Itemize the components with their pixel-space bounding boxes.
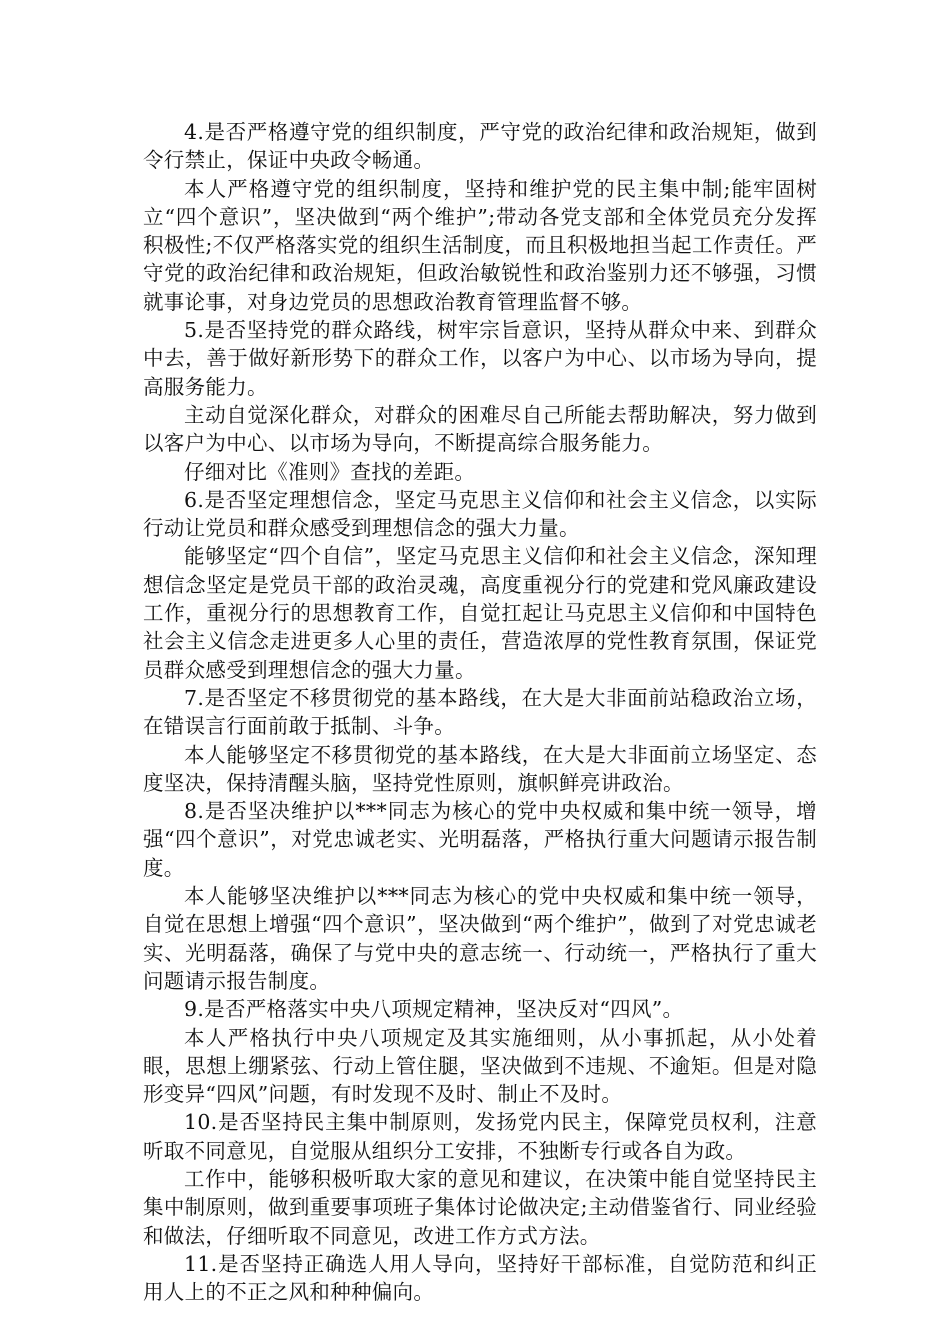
paragraph-answer-6: 能够坚定“四个自信”，坚定马克思主义信仰和社会主义信念，深知理想信念坚定是党员干部的政治灵魂，高度重视分行的党建和党风廉政建设工作，重视分行的思想教育工作，自觉扛起让马克思主义信仰和中国特色社会主义信念走进更多人心里的责任，营造浓厚的党性教育氛围，保证党员群众感受到理想信念的强大力量。 <box>143 544 817 682</box>
paragraph-answer-10: 工作中，能够积极听取大家的意见和建议，在决策中能自觉坚持民主集中制原则，做到重要事项班子集体讨论做决定;主动借鉴省行、同业经验和做法，仔细听取不同意见，改进工作方式方法。 <box>143 1166 817 1248</box>
paragraph-question-6: 6.是否坚定理想信念，坚定马克思主义信仰和社会主义信念，以实际行动让党员和群众感受到理想信念的强大力量。 <box>143 487 817 541</box>
paragraph-section-note: 仔细对比《准则》查找的差距。 <box>184 459 476 484</box>
paragraph-question-9: 9.是否严格落实中央八项规定精神，坚决反对“四风”。 <box>184 997 684 1022</box>
paragraph-question-4: 4.是否严格遵守党的组织制度，严守党的政治纪律和政治规矩，做到令行禁止，保证中央政令畅通。 <box>143 120 817 173</box>
paragraph-question-8: 8.是否坚决维护以***同志为核心的党中央权威和集中统一领导，增强“四个意识”，对党忠诚老实、光明磊落，严格执行重大问题请示报告制度。 <box>143 799 817 880</box>
paragraph-answer-5: 主动自觉深化群众，对群众的困难尽自己所能去帮助解决，努力做到以客户为中心、以市场为导向，不断提高综合服务能力。 <box>143 402 817 456</box>
paragraph-answer-8: 本人能够坚决维护以***同志为核心的党中央权威和集中统一领导，自觉在思想上增强“四个意识”，坚决做到“两个维护”，做到了对党忠诚老实、光明磊落，确保了与党中央的意志统一、行动统一，严格执行了重大问题请示报告制度。 <box>143 884 817 993</box>
document-body <box>143 118 817 1306</box>
paragraph-question-11: 11.是否坚持正确选人用人导向，坚持好干部标准，自觉防范和纠正用人上的不正之风和种种偏向。 <box>143 1251 817 1305</box>
paragraph-answer-7: 本人能够坚定不移贯彻党的基本路线，在大是大非面前立场坚定、态度坚决，保持清醒头脑，坚持党性原则，旗帜鲜亮讲政治。 <box>143 742 817 795</box>
paragraph-question-10: 10.是否坚持民主集中制原则，发扬党内民主，保障党员权利，注意听取不同意见，自觉服从组织分工安排，不独断专行或各自为政。 <box>143 1110 817 1163</box>
paragraph-answer-4: 本人严格遵守党的组织制度，坚持和维护党的民主集中制;能牢固树立“四个意识”，坚决做到“两个维护”;带动各党支部和全体党员充分发挥积极性;不仅严格落实党的组织生活制度，而且积极地担当起工作责任。严守党的政治纪律和政治规矩，但政治敏锐性和政治鉴别力还不够强，习惯就事论事，对身边党员的思想政治教育管理监督不够。 <box>143 176 817 314</box>
paragraph-question-5: 5.是否坚持党的群众路线，树牢宗旨意识，坚持从群众中来、到群众中去，善于做好新形势下的群众工作，以客户为中心、以市场为导向，提高服务能力。 <box>143 318 817 399</box>
paragraph-answer-9: 本人严格执行中央八项规定及其实施细则，从小事抓起，从小处着眼，思想上绷紧弦、行动上管住腿，坚决做到不违规、不逾矩。但是对隐形变异“四风”问题，有时发现不及时、制止不及时。 <box>143 1025 817 1107</box>
paragraph-question-7: 7.是否坚定不移贯彻党的基本路线，在大是大非面前站稳政治立场，在错误言行面前敢于抵制、斗争。 <box>143 685 817 739</box>
